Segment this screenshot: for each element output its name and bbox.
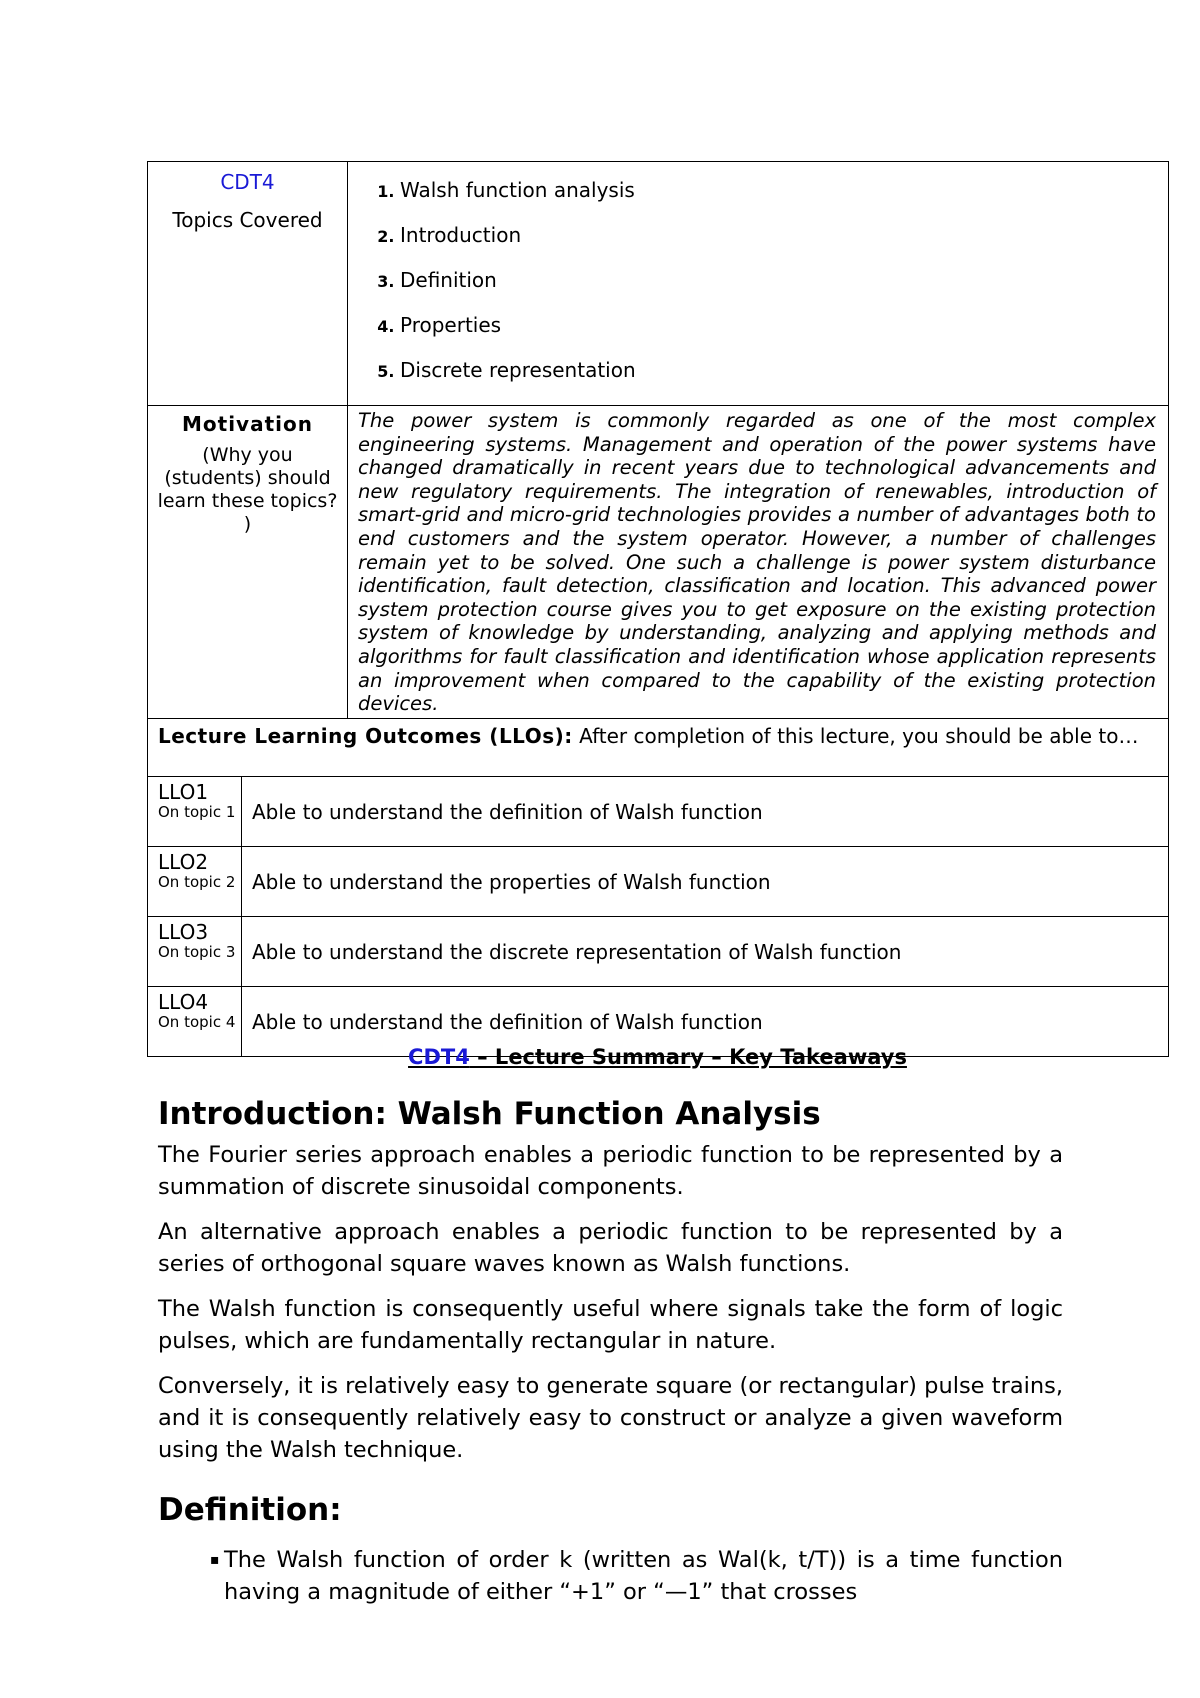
topic-item: 3. Definition [400,264,1168,309]
llo-code-cell [148,777,242,847]
topics-header-cell [148,162,348,406]
llo-topic: On topic 2 [158,873,236,891]
llo-intro-text: After completion of this lecture, you should be able to… [572,724,1139,748]
llo-code: LLO2 [158,850,209,874]
llo-code-cell [148,917,242,987]
intro-paragraph: The Walsh function is consequently useful where signals take the form of logic pulses, which are fundamentally rectangular in nature. [158,1296,1063,1354]
llo-row [148,847,1169,917]
intro-paragraph: An alternative approach enables a periodic function to be represented by a series of orthogonal square waves known as Walsh functions. [158,1219,1063,1277]
definition-bullet [210,1544,1063,1608]
llo-intro-row [148,719,1169,777]
llo-intro-cell [148,719,1169,777]
intro-paragraph: Conversely, it is relatively easy to generate square (or rectangular) pulse trains, and it is consequently relatively easy to construct or analyze a given waveform using the Walsh technique. [158,1373,1063,1463]
summary-title-text: – Lecture Summary – Key Takeaways [469,1045,907,1069]
topic-item: 4. Properties [400,309,1168,354]
motivation-header-cell [148,406,348,719]
topics-row [148,162,1169,406]
cdt-code: CDT4 [220,170,275,194]
lecture-plan-table [147,161,1169,1057]
llo-code: LLO3 [158,920,209,944]
motivation-title: Motivation [182,412,313,436]
topic-item: 5. Discrete representation [400,354,1168,399]
llo-topic: On topic 4 [158,1013,236,1031]
summary-cdt-link[interactable]: CDT4 [408,1045,470,1069]
llo-intro-label: Lecture Learning Outcomes (LLOs): [158,724,573,748]
topic-item: 2. Introduction [400,219,1168,264]
llo-topic: On topic 1 [158,803,236,821]
llo-text: Able to understand the definition of Walsh function [242,987,1169,1057]
introduction-heading: Introduction: Walsh Function Analysis [158,1096,821,1132]
topics-covered-label: Topics Covered [172,208,323,232]
llo-code-cell [148,847,242,917]
motivation-row [148,406,1169,719]
llo-row [148,777,1169,847]
llo-row [148,917,1169,987]
motivation-text: The power system is commonly regarded as one of the most complex engineering systems. Management and operation of the power systems have changed dramatically in recent years due to technological advancements and new regulatory requirements. The integration of renewables, introduction of smart-grid and micro-grid technologies provides a number of advantages both to end customers and the system operator. However, a number of challenges remain yet to be solved. One such a challenge is power system disturbance identification, fault detection, classification and location. This advanced power system protection course gives you to get exposure on the existing protection system of knowledge by understanding, analyzing and applying methods and algorithms for fault classification and identification whose application represents an improvement when compared to the capability of the existing protection devices. [348,406,1169,719]
topic-item: 1. Walsh function analysis [400,174,1168,219]
intro-paragraph: The Fourier series approach enables a periodic function to be represented by a summation of discrete sinusoidal components. [158,1142,1063,1200]
motivation-subtitle: (Why you (students) should learn these topics? ) [157,444,338,535]
bullet-square-icon: ▪ [210,1552,220,1568]
llo-code: LLO1 [158,780,209,804]
topics-list-cell [348,162,1169,406]
summary-title [147,1045,1168,1069]
llo-topic: On topic 3 [158,943,236,961]
topics-list [348,162,1168,405]
llo-text: Able to understand the definition of Walsh function [242,777,1169,847]
llo-code: LLO4 [158,990,209,1014]
definition-bullet-text: The Walsh function of order k (written as Wal(k, t/T)) is a time function having a magnitude of either “+1” or “—1” that crosses [224,1547,1063,1605]
definition-heading: Definition: [158,1492,342,1528]
llo-text: Able to understand the properties of Walsh function [242,847,1169,917]
llo-text: Able to understand the discrete representation of Walsh function [242,917,1169,987]
